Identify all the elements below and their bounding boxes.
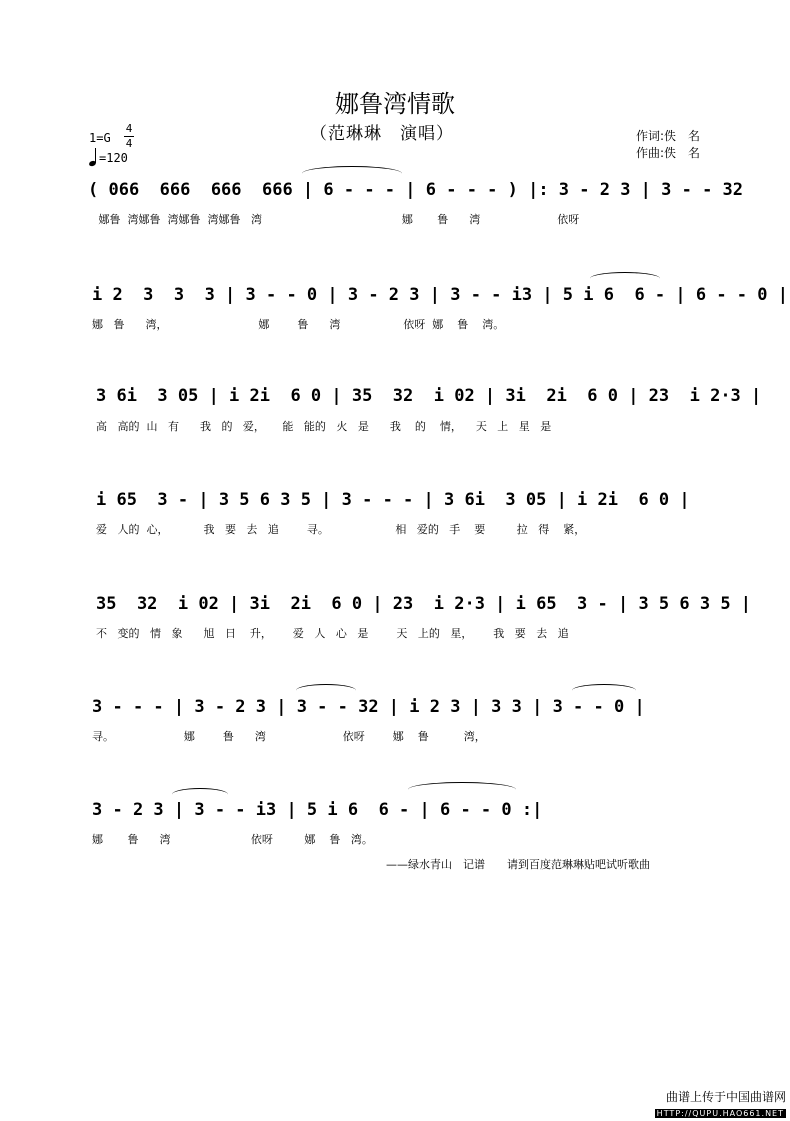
watermark-url: HTTP://QUPU.HAO661.NET — [656, 1109, 784, 1118]
notation-line-5: 35 32 i 02 | 3i 2i 6 0 | 23 i 2·3 | i 65 3 - | 3 5 6 3 5 | — [96, 594, 752, 614]
credits — [636, 128, 700, 162]
notation-line-2: i 2 3 3 3 | 3 - - 0 | 3 - 2 3 | 3 - - i3 | 5 i 6 6 - | 6 - - 0 | — [92, 285, 788, 305]
performer-subtitle: （范琳琳 演唱） — [310, 124, 454, 144]
tie-arc — [302, 166, 402, 181]
lyrics-line-3: 高 高的 山 有 我 的 爱， 能 能的 火 是 我 的 情， 天 上 星 是 — [96, 420, 552, 433]
lyrics-line-6: 寻。 娜 鲁 湾 依呀 娜 鲁 湾， — [92, 730, 486, 743]
lyrics-line-1: 娜鲁 湾娜鲁 湾娜鲁 湾娜鲁 湾 娜 鲁 湾 依呀 — [88, 213, 580, 226]
tie-arc — [572, 684, 636, 697]
time-signature — [124, 122, 134, 151]
lyrics-line-4: 爱 人的 心， 我 要 去 追 寻。 相 爱的 手 要 拉 得 紧， — [96, 523, 586, 536]
lyricist-credit: 作词:佚 名 — [636, 129, 701, 143]
key-signature: 1=G — [89, 131, 111, 145]
notation-line-7: 3 - 2 3 | 3 - - i3 | 5 i 6 6 - | 6 - - 0 :| — [92, 800, 543, 820]
watermark-text: 曲谱上传于中国曲谱网 — [665, 1090, 786, 1104]
song-title: 娜鲁湾情歌 — [335, 90, 455, 118]
composer-credit: 作曲:佚 名 — [636, 146, 701, 160]
notation-line-6: 3 - - - | 3 - 2 3 | 3 - - 32 | i 2 3 | 3 3 | 3 - - 0 | — [92, 697, 645, 717]
time-signature-top: 4 — [125, 122, 133, 135]
tie-arc — [590, 272, 660, 285]
watermark — [655, 1090, 786, 1121]
lyrics-line-2: 娜 鲁 湾， 娜 鲁 湾 依呀 娜 鲁 湾。 — [92, 318, 505, 331]
notation-line-4: i 65 3 - | 3 5 6 3 5 | 3 - - - | 3 6i 3 05 | i 2i 6 0 | — [96, 490, 690, 510]
tie-arc — [296, 684, 356, 697]
notation-line-3: 3 6i 3 05 | i 2i 6 0 | 35 32 i 02 | 3i 2i 6 0 | 23 i 2·3 | — [96, 386, 762, 406]
transcriber-credit: ——绿水青山 记谱 请到百度范琳琳贴吧试听歌曲 — [386, 858, 650, 871]
time-signature-bottom: 4 — [125, 137, 133, 150]
quarter-note-icon — [89, 148, 99, 166]
tie-arc — [408, 782, 516, 797]
notation-line-1: ( 066 666 666 666 | 6 - - - | 6 - - - ) |: 3 - 2 3 | 3 - - 32 — [88, 180, 744, 200]
lyrics-line-7: 娜 鲁 湾 依呀 娜 鲁 湾。 — [92, 833, 373, 846]
tempo-marking — [89, 148, 128, 166]
lyrics-line-5: 不 变的 情 象 旭 日 升， 爱 人 心 是 天 上的 星， 我 要 去 追 — [96, 627, 569, 640]
tempo-value: =120 — [99, 151, 128, 165]
tie-arc — [172, 788, 228, 801]
